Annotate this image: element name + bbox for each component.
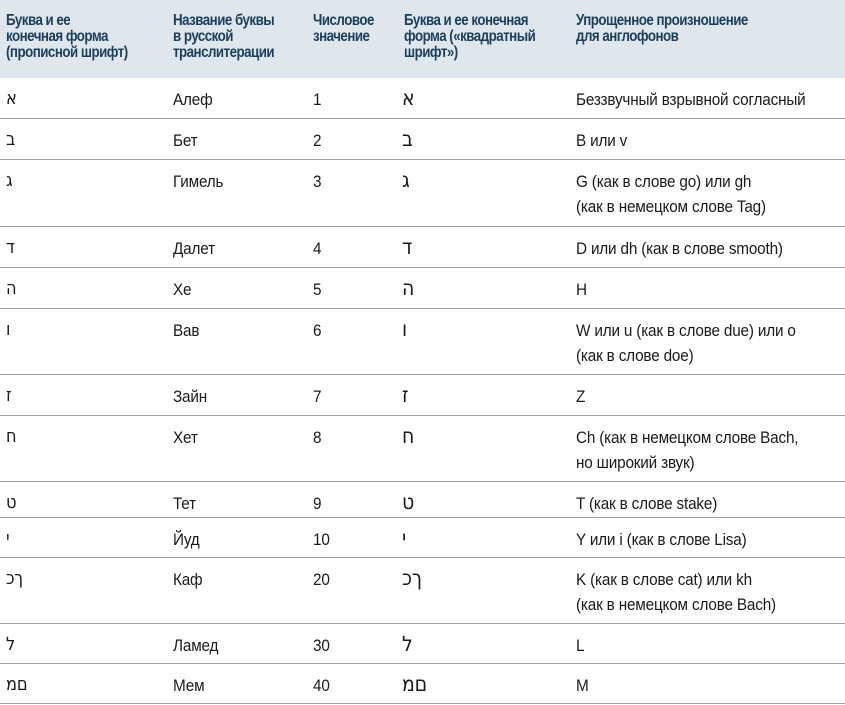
letter-pronunciation <box>576 567 776 617</box>
pronunciation-line: L <box>576 636 585 655</box>
header-pron-line2: для англофонов <box>576 28 679 45</box>
letter-square: א <box>402 86 415 110</box>
header-square-line2: форма («квадратный <box>404 28 536 45</box>
table-bottom-border <box>0 703 845 704</box>
table-row <box>0 482 845 518</box>
letter-pronunciation <box>576 236 783 261</box>
letter-name: Бет <box>173 131 198 150</box>
letter-square: ךכ <box>402 566 422 590</box>
table-row <box>0 558 845 624</box>
letter-name: Мем <box>173 676 205 695</box>
letter-pronunciation <box>576 318 796 368</box>
table-header <box>0 0 845 78</box>
header-value-line2: значение <box>313 28 370 45</box>
header-value-line1: Числовое <box>313 12 374 29</box>
letter-value: 3 <box>313 172 322 191</box>
letter-square: ז <box>402 383 409 407</box>
pronunciation-line: Ch (как в немецком слове Bach, <box>576 428 799 447</box>
letter-cursive: ג <box>6 170 13 191</box>
table-row <box>0 78 845 119</box>
table-row <box>0 664 845 704</box>
pronunciation-line: T (как в слове stake) <box>576 494 718 513</box>
letter-value: 40 <box>313 676 330 695</box>
header-pron-line1: Упрощенное произношение <box>576 12 748 29</box>
letter-cursive: ב <box>6 129 16 150</box>
header-cursive-line3: (прописной шрифт) <box>6 44 128 61</box>
pronunciation-line: но широкий звук) <box>576 453 695 472</box>
letter-pronunciation <box>576 425 798 475</box>
pronunciation-line: H <box>576 280 587 299</box>
table-row <box>0 309 845 375</box>
letter-name: Зайн <box>173 387 208 406</box>
table-row <box>0 375 845 416</box>
letter-value: 30 <box>313 636 330 655</box>
pronunciation-line: D или dh (как в слове smooth) <box>576 239 783 258</box>
letter-pronunciation <box>576 673 589 698</box>
letter-cursive: םמ <box>6 674 28 695</box>
letter-name: Алеф <box>173 90 213 109</box>
letter-cursive: ח <box>6 426 17 447</box>
pronunciation-line: W или u (как в слове due) или o <box>576 321 796 340</box>
letter-value: 5 <box>313 280 322 299</box>
letter-pronunciation <box>576 128 627 153</box>
letter-name: Хе <box>173 280 192 299</box>
letter-name: Тет <box>173 494 196 513</box>
letter-cursive: א <box>6 88 17 109</box>
table-row <box>0 268 845 309</box>
pronunciation-line: G (как в слове go) или gh <box>576 172 752 191</box>
letter-pronunciation <box>576 87 806 112</box>
header-square-line3: шрифт») <box>404 44 458 61</box>
letter-square: ו <box>402 317 407 341</box>
header-name-line1: Название буквы <box>173 12 275 29</box>
letter-name: Каф <box>173 570 203 589</box>
letter-value: 1 <box>313 90 322 109</box>
pronunciation-line: Беззвучный взрывной согласный <box>576 90 806 109</box>
letter-value: 20 <box>313 570 330 589</box>
letter-value: 6 <box>313 321 322 340</box>
letter-value: 10 <box>313 530 330 549</box>
letter-name: Далет <box>173 239 215 258</box>
letter-pronunciation <box>576 633 584 658</box>
letter-pronunciation <box>576 277 587 302</box>
letter-name: Вав <box>173 321 200 340</box>
letter-square: ח <box>402 424 415 448</box>
letter-cursive: ז <box>6 385 12 406</box>
letter-name: Гимель <box>173 172 224 191</box>
table-row <box>0 119 845 160</box>
pronunciation-line: K (как в слове cat) или kh <box>576 570 752 589</box>
table-row <box>0 624 845 664</box>
letter-cursive: ט <box>6 492 17 513</box>
letter-value: 7 <box>313 387 322 406</box>
letter-cursive: ל <box>6 634 16 655</box>
letter-pronunciation <box>576 169 766 219</box>
table-row <box>0 518 845 558</box>
letter-square: י <box>402 526 407 550</box>
letter-name: Йуд <box>173 530 200 549</box>
table-row <box>0 227 845 268</box>
pronunciation-line: (как в слове doe) <box>576 346 694 365</box>
letter-value: 2 <box>313 131 322 150</box>
letter-square: ה <box>402 276 415 300</box>
letter-cursive: ו <box>6 319 11 340</box>
letter-square: ב <box>402 127 413 151</box>
letter-square: ג <box>402 168 410 192</box>
letter-square: ד <box>402 235 413 259</box>
letter-square: ט <box>402 490 415 514</box>
header-cursive-line1: Буква и ее <box>6 12 71 29</box>
pronunciation-line: (как в немецком слове Bach) <box>576 595 776 614</box>
header-cursive-line2: конечная форма <box>6 28 108 45</box>
header-pronunciation <box>576 13 748 45</box>
letter-value: 8 <box>313 428 322 447</box>
letter-pronunciation <box>576 527 747 552</box>
header-value <box>313 13 374 45</box>
letter-name: Ламед <box>173 636 219 655</box>
header-name <box>173 13 274 61</box>
table-row <box>0 160 845 227</box>
pronunciation-line: B или v <box>576 131 628 150</box>
pronunciation-line: M <box>576 676 589 695</box>
table-row <box>0 416 845 482</box>
letter-cursive: ד <box>6 237 15 258</box>
letter-pronunciation <box>576 384 585 409</box>
letter-cursive: ה <box>6 278 17 299</box>
header-name-line3: транслитерации <box>173 44 275 61</box>
header-square-line1: Буква и ее конечная <box>404 12 529 29</box>
header-cursive <box>6 13 128 61</box>
letter-value: 4 <box>313 239 322 258</box>
letter-value: 9 <box>313 494 322 513</box>
letter-square: םמ <box>402 672 428 696</box>
header-square <box>404 13 535 61</box>
letter-pronunciation <box>576 491 717 516</box>
pronunciation-line: Z <box>576 387 586 406</box>
pronunciation-line: Y или i (как в слове Lisa) <box>576 530 747 549</box>
letter-cursive: ךכ <box>6 568 23 589</box>
header-name-line2: в русской <box>173 28 233 45</box>
pronunciation-line: (как в немецком слове Tag) <box>576 197 766 216</box>
letter-name: Хет <box>173 428 198 447</box>
letter-square: ל <box>402 632 413 656</box>
letter-cursive: י <box>6 528 10 549</box>
